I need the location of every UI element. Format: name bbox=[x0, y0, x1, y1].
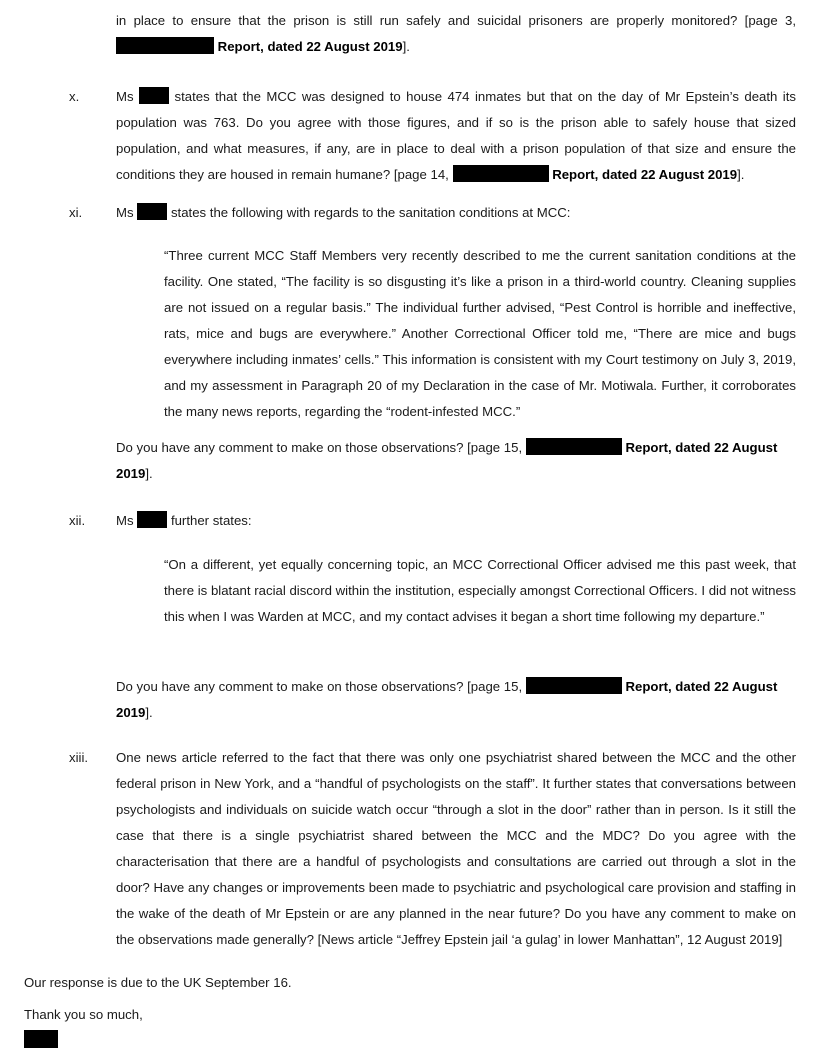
item-x-body: states that the MCC was designed to house 474 inmates but that on the day of Mr Epstein’s death its population was 763. Do you agree with those figures, and if so is the prison able to safely house that sized population, and what measures, if any, are in place to deal with a prison population of that size and ensure the conditions they are housed in remain humane? [page 14, bbox=[116, 89, 796, 182]
response-due: Our response is due to the UK September 16. bbox=[24, 975, 292, 990]
closing-block bbox=[24, 970, 292, 1048]
intro-citation bbox=[116, 34, 796, 60]
report-citation: Report, dated 22 August bbox=[625, 440, 778, 455]
item-xii-question bbox=[116, 674, 796, 726]
ms-label: Ms bbox=[116, 513, 134, 528]
item-number-xiii: xiii. bbox=[69, 750, 89, 765]
report-citation: Report, dated 22 August bbox=[625, 679, 778, 694]
item-xi-question bbox=[116, 435, 796, 487]
item-xii-body: further states: bbox=[170, 513, 252, 528]
item-xiii-paragraph bbox=[116, 745, 796, 953]
redaction-bar bbox=[453, 165, 549, 182]
citation-close: ]. bbox=[737, 167, 745, 182]
question-label: Do you have any comment to make on those observations? [page 15, bbox=[116, 440, 523, 455]
question-label: Do you have any comment to make on those observations? [page 15, bbox=[116, 679, 523, 694]
redaction-bar bbox=[526, 677, 622, 694]
item-xi-body: states the following with regards to the sanitation conditions at MCC: bbox=[170, 205, 571, 220]
item-number-x: x. bbox=[69, 89, 80, 104]
redaction-bar bbox=[526, 438, 622, 455]
item-xiii-text: One news article referred to the fact that there was only one psychiatrist shared between the MCC and the other federal prison in New York, and a “handful of psychologists on the staff”. It further states that conversations between psychologists and individuals on suicide watch occur “through a slot in the door” rather than in person. Is it still the case that there is a single psychiatrist shared between the MCC and the MDC? Do you agree with the characterisation that there are a handful of psychologists and consultations are carried out through a slot in the door? Have any changes or improvements been made to psychiatric and psychological care provision and staffing in the wake of the death of Mr Epstein or are any planned in the near future? Do you have any comment to make on the observations made generally? [News article “Jeffrey Epstein jail ‘a gulag’ in lower Manhattan”, 12 August 2019] bbox=[116, 750, 796, 947]
question-year bbox=[116, 700, 796, 726]
report-year: 2019 bbox=[116, 705, 146, 720]
item-xi-paragraph bbox=[116, 200, 796, 226]
signature-redaction bbox=[24, 1030, 58, 1048]
ms-label: Ms bbox=[116, 89, 134, 104]
quote-text: “Three current MCC Staff Members very recently described to me the current sanitation conditions at the facility. One stated, “The facility is so disgusting it’s like a prison in a third-world country. Cleaning supplies are not issued on a regular basis.” The individual further advised, “Pest Control is horrible and ineffective, rats, mice and bugs are everywhere.” Another Correctional Officer told me, “There are mice and bugs everywhere including inmates’ cells.” This information is consistent with my Court testimony on July 3, 2019, and my assessment in Paragraph 20 of my Declaration in the case of Mr. Motiwala. Further, it corroborates the many news reports, regarding the “rodent-infested MCC.” bbox=[164, 248, 796, 419]
citation-close: ]. bbox=[145, 705, 153, 720]
intro-paragraph bbox=[116, 8, 796, 60]
thanks-line: Thank you so much, bbox=[24, 1007, 143, 1022]
item-xii-quote bbox=[164, 552, 796, 630]
redaction-bar bbox=[137, 203, 167, 220]
quote-text: “On a different, yet equally concerning topic, an MCC Correctional Officer advised me this past week, that there is blatant racial discord within the institution, especially amongst Correctional Officers. I did not witness this when I was Warden at MCC, and my contact advises it began a short time following my departure.” bbox=[164, 557, 796, 624]
question-year bbox=[116, 461, 796, 487]
item-xii-text bbox=[116, 508, 796, 534]
item-x-paragraph bbox=[116, 84, 796, 188]
question-text bbox=[116, 435, 796, 461]
item-xi-quote bbox=[164, 243, 796, 425]
report-citation: Report, dated 22 August 2019 bbox=[217, 39, 403, 54]
item-xi-text bbox=[116, 200, 796, 226]
redaction-bar bbox=[137, 511, 167, 528]
item-x-text bbox=[116, 84, 796, 188]
report-year: 2019 bbox=[116, 466, 146, 481]
intro-text: in place to ensure that the prison is still run safely and suicidal prisoners are properly monitored? [page 3, bbox=[116, 13, 796, 28]
redaction-bar bbox=[139, 87, 169, 104]
question-text bbox=[116, 674, 796, 700]
ms-label: Ms bbox=[116, 205, 134, 220]
redaction-bar bbox=[116, 37, 214, 54]
item-xii-paragraph bbox=[116, 508, 796, 534]
report-citation: Report, dated 22 August 2019 bbox=[552, 167, 738, 182]
citation-close: ]. bbox=[145, 466, 153, 481]
citation-close: ]. bbox=[402, 39, 410, 54]
item-number-xii: xii. bbox=[69, 513, 86, 528]
item-number-xi: xi. bbox=[69, 205, 83, 220]
